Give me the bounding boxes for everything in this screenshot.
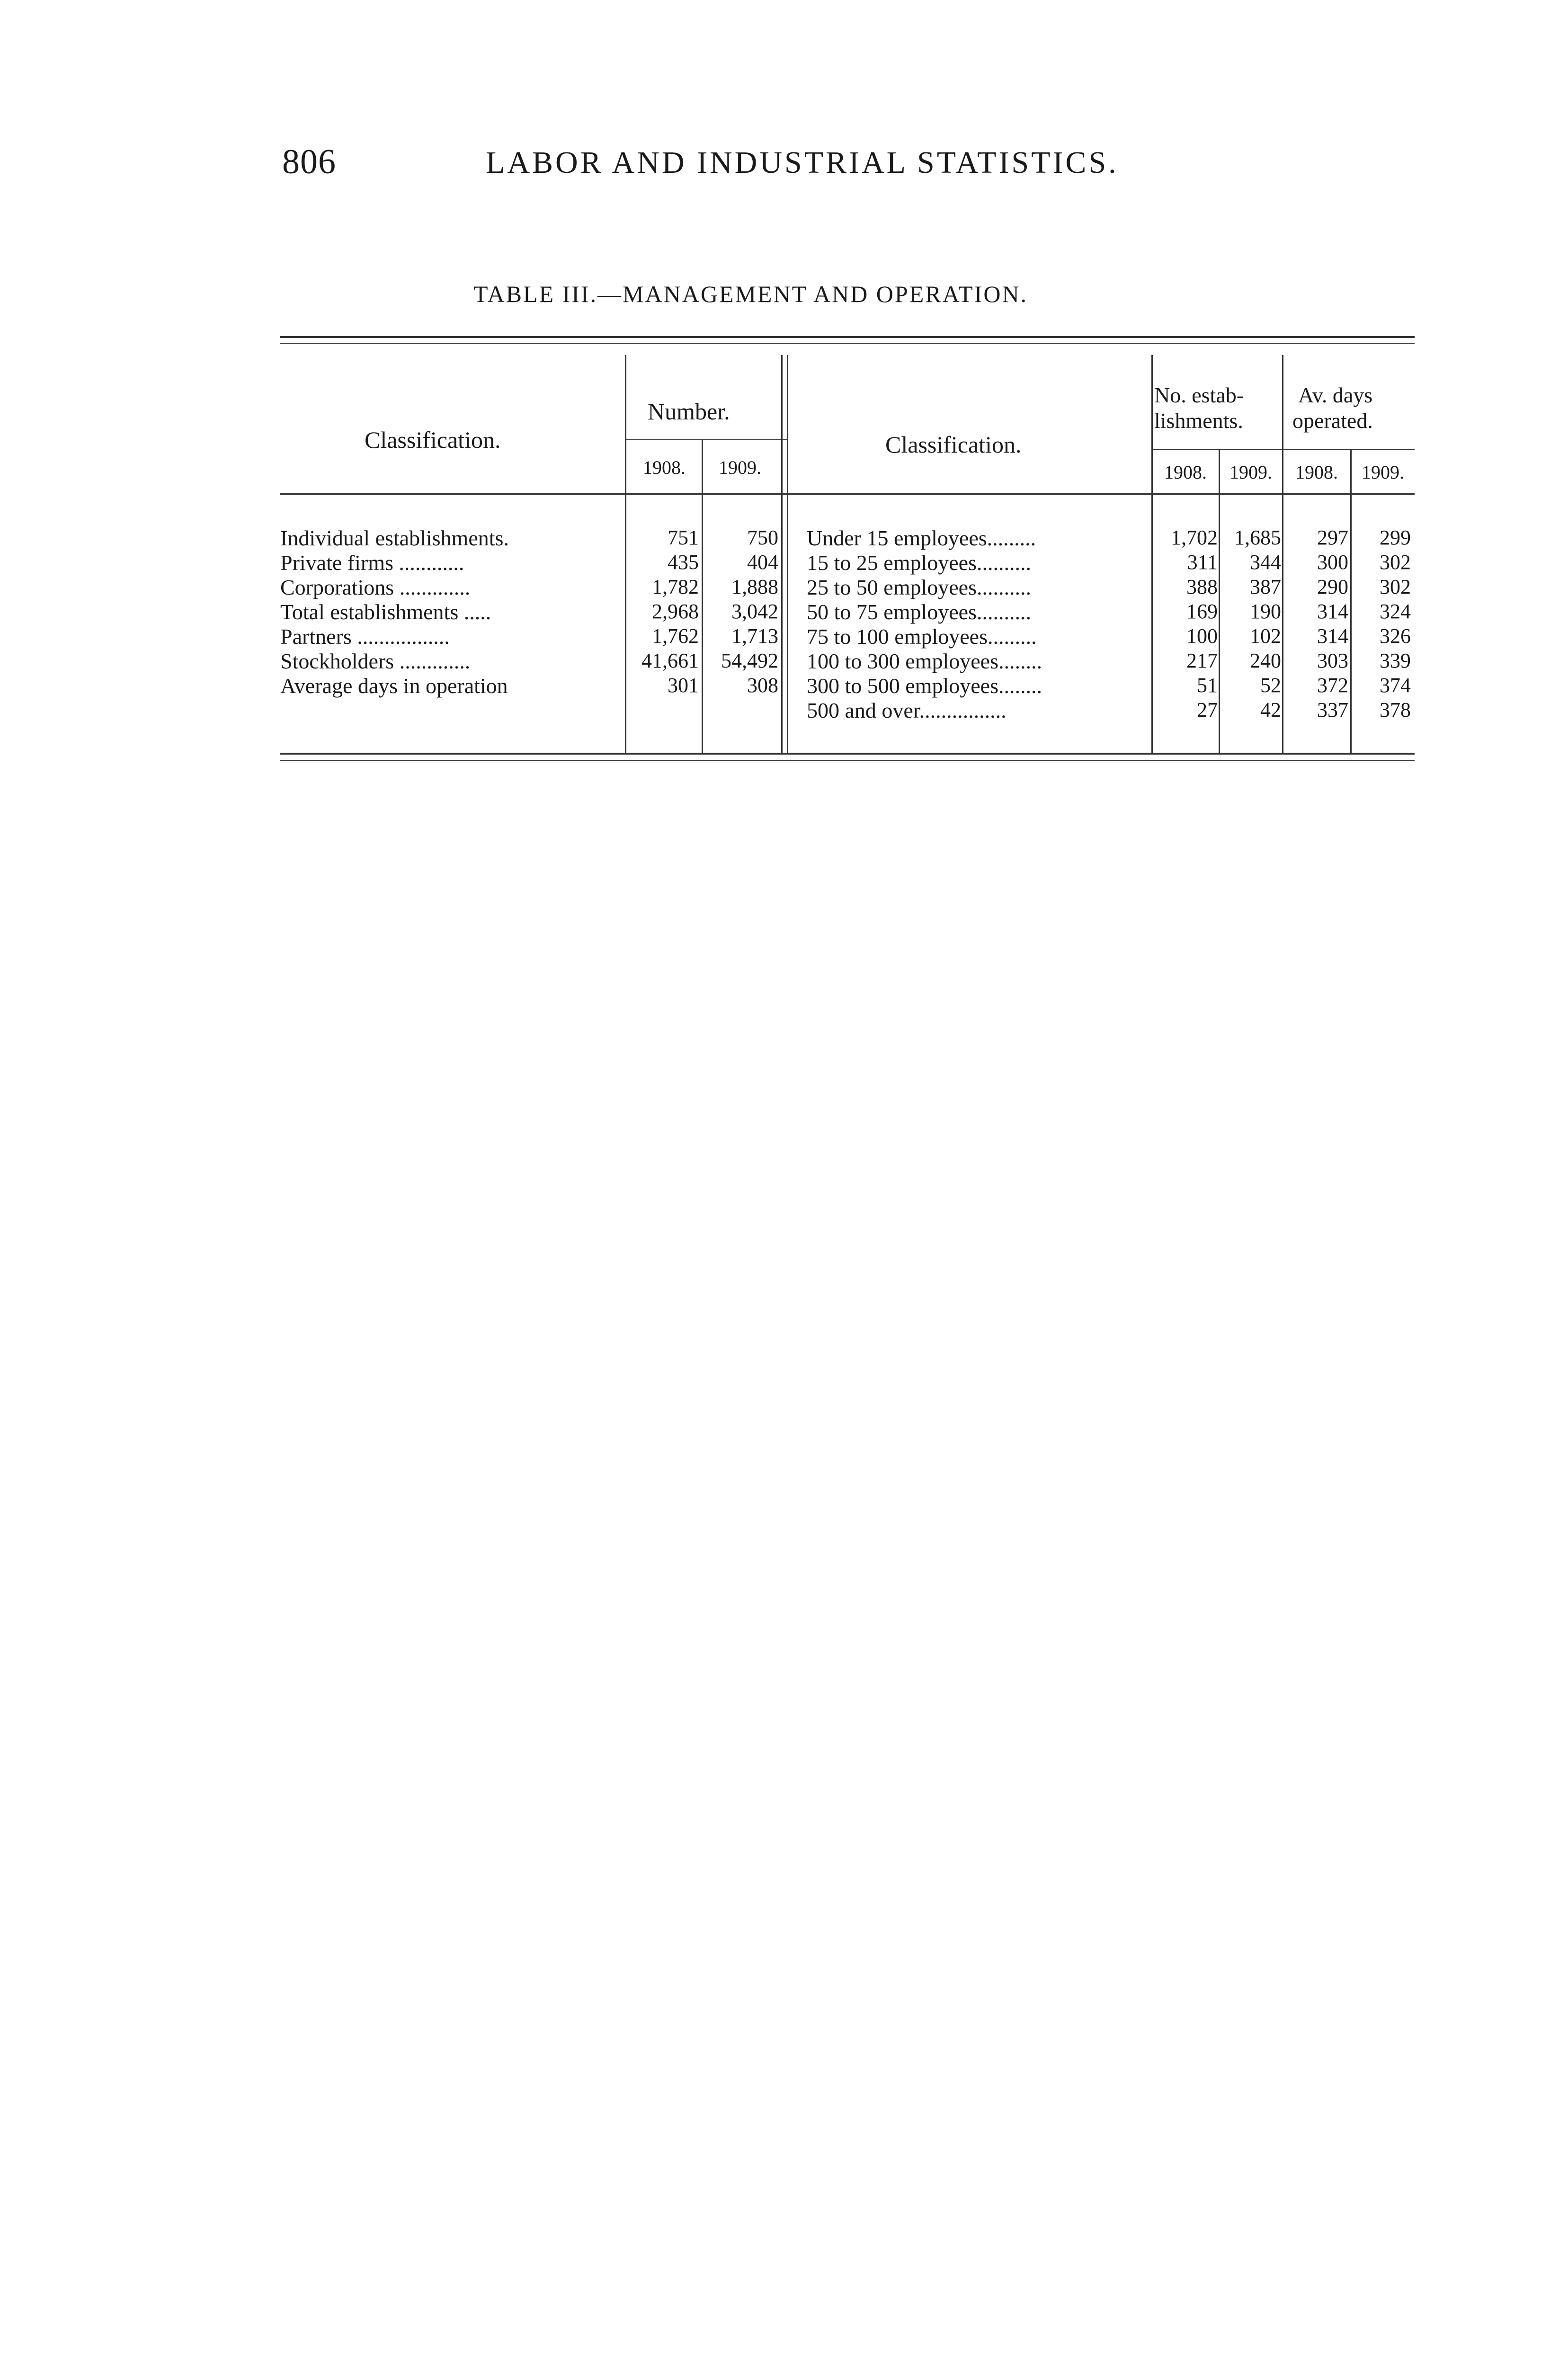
right-row [280, 624, 1415, 649]
right-row-days-1909: 299 [1380, 526, 1411, 549]
left-row-1908: 2,968 [652, 600, 699, 623]
right-row-label: 500 and over................ [807, 698, 1007, 722]
left-row-label: Private firms ............ [280, 551, 464, 575]
days-header-line2: operated. [1292, 409, 1373, 433]
days-year-1909: 1909. [1362, 462, 1404, 483]
right-row-days-1908: 314 [1317, 624, 1348, 648]
right-row-label: 75 to 100 employees......... [807, 624, 1037, 649]
right-row [280, 649, 1415, 673]
right-row-days-1909: 302 [1380, 551, 1411, 574]
right-row-days-1908: 337 [1317, 698, 1348, 721]
left-row-1909: 404 [747, 551, 778, 574]
right-row-label: Under 15 employees......... [807, 526, 1036, 550]
right-row-est-1909: 344 [1250, 551, 1281, 574]
right-row-label: 300 to 500 employees........ [807, 674, 1042, 698]
left-row-1908: 1,762 [652, 624, 699, 648]
right-row-days-1908: 303 [1317, 649, 1348, 672]
right-row [280, 550, 1415, 575]
left-row-1909: 750 [747, 526, 778, 549]
left-row-1908: 435 [668, 551, 699, 574]
right-row-est-1908: 51 [1197, 674, 1218, 697]
right-row-days-1909: 339 [1380, 649, 1411, 672]
right-row [280, 673, 1415, 698]
management-operation-table [280, 336, 1415, 778]
right-classification-header: Classification. [885, 431, 1022, 458]
number-header: Number. [648, 398, 730, 425]
right-row [280, 599, 1415, 624]
right-row-label: 100 to 300 employees........ [807, 649, 1042, 673]
left-row-1908: 751 [668, 526, 699, 549]
right-row-est-1909: 102 [1250, 624, 1281, 648]
left-row-1909: 308 [747, 674, 778, 697]
top-rule-inner [280, 343, 1415, 344]
bottom-rule-inner [280, 760, 1415, 761]
left-row-label: Stockholders ............. [280, 649, 471, 673]
top-rule [280, 336, 1415, 338]
right-row-est-1908: 169 [1186, 600, 1218, 623]
left-year-1909: 1909. [719, 457, 761, 478]
running-head [282, 142, 1276, 194]
right-row-days-1909: 302 [1380, 575, 1411, 598]
right-row-label: 50 to 75 employees.......... [807, 600, 1031, 624]
right-row-est-1908: 311 [1187, 551, 1218, 574]
right-row-est-1909: 52 [1260, 674, 1281, 697]
right-row-days-1908: 314 [1317, 600, 1348, 623]
right-row-est-1909: 190 [1250, 600, 1281, 623]
right-row-est-1908: 388 [1186, 575, 1218, 598]
establishments-header-line2: lishments. [1154, 409, 1243, 433]
left-row-label: Total establishments ..... [280, 600, 491, 624]
page-number: 806 [282, 142, 336, 181]
left-row-1909: 1,713 [731, 624, 778, 648]
right-row-est-1908: 27 [1197, 698, 1218, 721]
right-row-days-1908: 297 [1317, 526, 1348, 549]
right-row-days-1909: 378 [1380, 698, 1411, 721]
left-row-1909: 1,888 [731, 575, 778, 598]
right-row [280, 575, 1415, 599]
right-row [280, 698, 1415, 722]
left-row-1909: 3,042 [731, 600, 778, 623]
left-classification-header: Classification. [365, 427, 501, 453]
right-row-days-1908: 372 [1317, 674, 1348, 697]
days-year-1908: 1908. [1295, 462, 1338, 483]
right-row-est-1908: 100 [1186, 624, 1218, 648]
bottom-rule [280, 753, 1415, 755]
right-row [280, 525, 1415, 550]
left-row-1908: 41,661 [641, 649, 699, 672]
left-year-1908: 1908. [643, 457, 686, 478]
right-row-days-1909: 324 [1380, 600, 1411, 623]
right-row-days-1908: 300 [1317, 551, 1348, 574]
establishments-header-line1: No. estab- [1154, 383, 1244, 407]
right-row-est-1909: 42 [1260, 698, 1281, 721]
left-row-label: Average days in operation [280, 674, 508, 698]
running-title: LABOR AND INDUSTRIAL STATISTICS. [486, 145, 1119, 180]
left-row-1909: 54,492 [721, 649, 778, 672]
left-row-label: Corporations ............. [280, 575, 471, 599]
right-row-est-1908: 217 [1186, 649, 1218, 672]
est-year-1909: 1909. [1229, 462, 1272, 483]
left-row-1908: 1,782 [652, 575, 699, 598]
right-row-est-1908: 1,702 [1171, 526, 1218, 549]
est-year-1908: 1908. [1164, 462, 1207, 483]
right-row-days-1909: 374 [1380, 674, 1411, 697]
right-row-est-1909: 1,685 [1234, 526, 1281, 549]
left-year-rule [626, 439, 787, 440]
header-bottom-rule [280, 493, 1415, 495]
left-row-label: Partners ................. [280, 624, 450, 649]
right-row-est-1909: 387 [1250, 575, 1281, 598]
left-row-label: Individual establishments. [280, 526, 509, 550]
right-row-est-1909: 240 [1250, 649, 1281, 672]
days-header-line1: Av. days [1298, 383, 1373, 407]
right-row-days-1909: 326 [1380, 624, 1411, 648]
table-title: TABLE III.—MANAGEMENT AND OPERATION. [473, 281, 1028, 307]
left-row-1908: 301 [668, 674, 699, 697]
right-row-label: 25 to 50 employees.......... [807, 575, 1031, 599]
right-row-days-1908: 290 [1317, 575, 1348, 598]
right-row-label: 15 to 25 employees.......... [807, 551, 1031, 575]
